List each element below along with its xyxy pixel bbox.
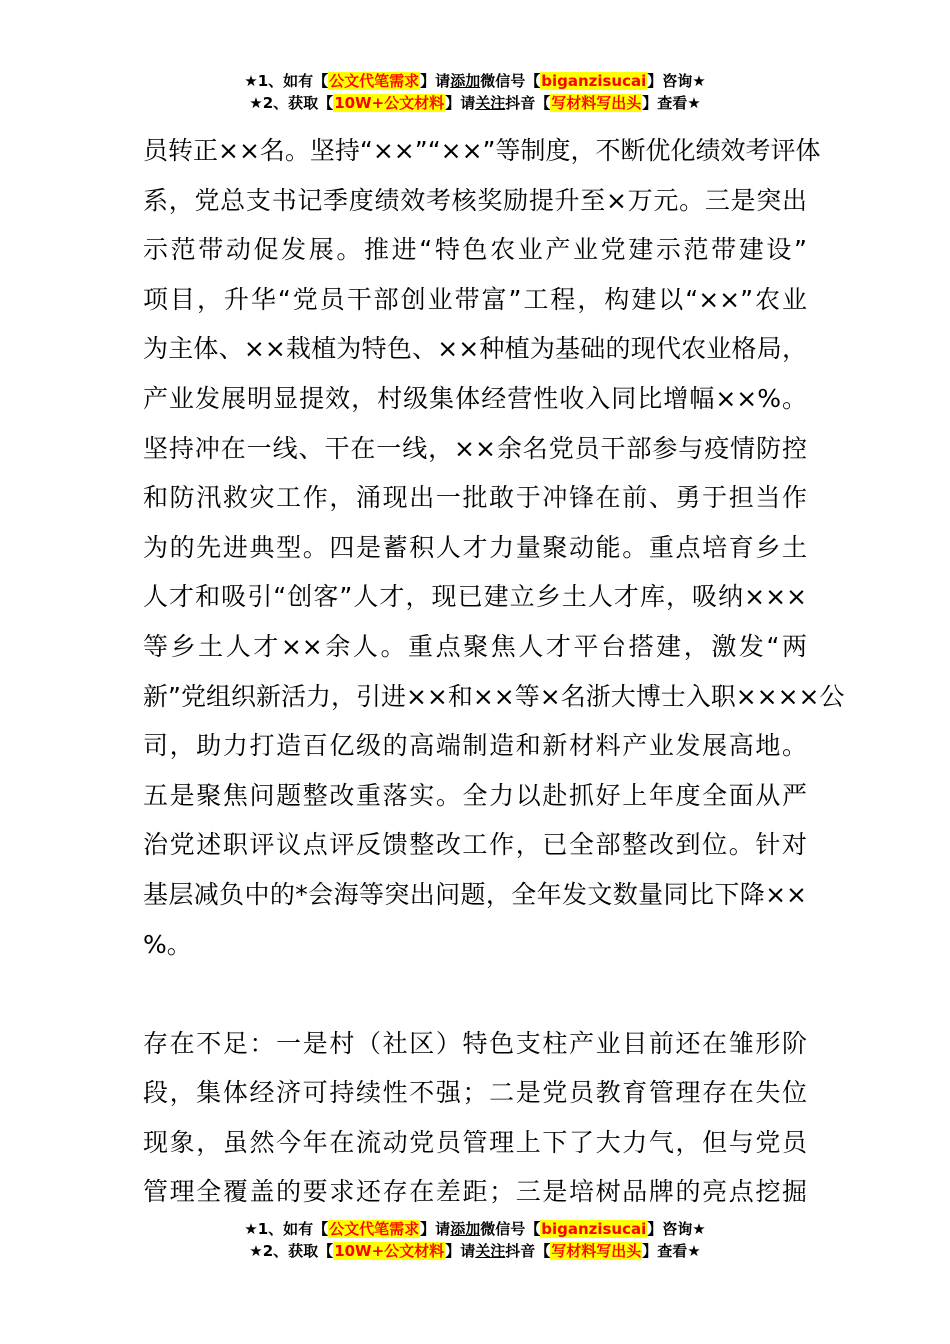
banner-text: ★2、获取【 [249, 1242, 334, 1260]
text-line: 人才和吸引“创客”人才，现已建立乡土人才库，吸纳××× [143, 582, 807, 612]
text-line: 段，集体经济可持续性不强；二是党员教育管理存在失位 [143, 1078, 807, 1108]
banner-text: 】请 [445, 94, 476, 112]
text-line: 员转正××名。坚持“××”“××”等制度，不断优化绩效考评体 [143, 136, 821, 165]
text-line: %。 [143, 929, 192, 959]
banner-text: 抖音【 [505, 94, 551, 112]
banner-text: 】请 [445, 1242, 476, 1260]
text-line: 系，党总支书记季度绩效考核奖励提升至×万元。三是突出 [143, 185, 807, 215]
banner-highlight: 公文代笔需求 [329, 1220, 420, 1238]
banner-underline: 添加 [450, 72, 481, 90]
text-line: 坚持冲在一线、干在一线，××余名党员干部参与疫情防控 [143, 433, 807, 463]
banner-text: 】请 [420, 72, 451, 90]
banner-text: ★1、如有【 [244, 72, 329, 90]
banner-highlight: 10W+公文材料 [334, 94, 445, 112]
banner-line-1 [0, 70, 950, 92]
banner-line-2 [0, 1240, 950, 1262]
banner-text: 微信号【 [480, 72, 541, 90]
text-line: 新”党组织新活力，引进××和××等×名浙大博士入职××××公 [143, 681, 845, 711]
text-line: 五是聚焦问题整改重落实。全力以赴抓好上年度全面从严 [143, 780, 807, 810]
paragraph-2 [143, 1019, 807, 1217]
text-line: 司，助力打造百亿级的高端制造和新材料产业发展高地。 [143, 731, 807, 761]
banner-underline: 添加 [450, 1220, 481, 1238]
banner-highlight: 10W+公文材料 [334, 1242, 445, 1260]
banner-text: 】查看★ [642, 94, 701, 112]
text-line: 为的先进典型。四是蓄积人才力量聚动能。重点培育乡土 [143, 532, 807, 562]
banner-line-1 [0, 1218, 950, 1240]
text-line: 管理全覆盖的要求还存在差距；三是培树品牌的亮点挖掘 [143, 1177, 807, 1207]
banner-text: 】咨询★ [647, 72, 706, 90]
banner-text: 】查看★ [642, 1242, 701, 1260]
text-line: 现象，虽然今年在流动党员管理上下了大力气，但与党员 [143, 1127, 807, 1157]
text-line: 为主体、××栽植为特色、××种植为基础的现代农业格局， [143, 334, 807, 364]
text-line: 存在不足：一是村（社区）特色支柱产业目前还在雏形阶 [143, 1028, 807, 1058]
banner-text: 抖音【 [505, 1242, 551, 1260]
banner-underline: 关注 [475, 1242, 506, 1260]
banner-text: ★2、获取【 [249, 94, 334, 112]
banner-highlight: 公文代笔需求 [329, 72, 420, 90]
text-line: 治党述职评议点评反馈整改工作，已全部整改到位。针对 [143, 830, 807, 860]
text-line: 和防汛救灾工作，涌现出一批敢于冲锋在前、勇于担当作 [143, 483, 807, 513]
footer-banner [0, 1218, 950, 1262]
banner-text: ★1、如有【 [244, 1220, 329, 1238]
text-line: 基层减负中的*会海等突出问题，全年发文数量同比下降×× [143, 879, 807, 909]
banner-text: 】请 [420, 1220, 451, 1238]
text-line: 项目，升华“党员干部创业带富”工程，构建以“××”农业 [143, 284, 807, 314]
banner-highlight: biganzisucai [541, 1220, 647, 1238]
text-line: 等乡土人才××余人。重点聚焦人才平台搭建，激发“两 [143, 631, 807, 661]
banner-text: 微信号【 [480, 1220, 541, 1238]
banner-highlight: 写材料写出头 [551, 1242, 642, 1260]
banner-line-2 [0, 92, 950, 114]
banner-highlight: 写材料写出头 [551, 94, 642, 112]
text-line: 产业发展明显提效，村级集体经营性收入同比增幅××%。 [143, 383, 807, 413]
banner-highlight: biganzisucai [541, 72, 647, 90]
banner-text: 】咨询★ [647, 1220, 706, 1238]
paragraph-gap [143, 969, 807, 1019]
banner-underline: 关注 [475, 94, 506, 112]
paragraph-1 [143, 126, 845, 969]
header-banner [0, 70, 950, 114]
text-line: 示范带动促发展。推进“特色农业产业党建示范带建设” [143, 235, 807, 265]
document-body [143, 126, 845, 1217]
